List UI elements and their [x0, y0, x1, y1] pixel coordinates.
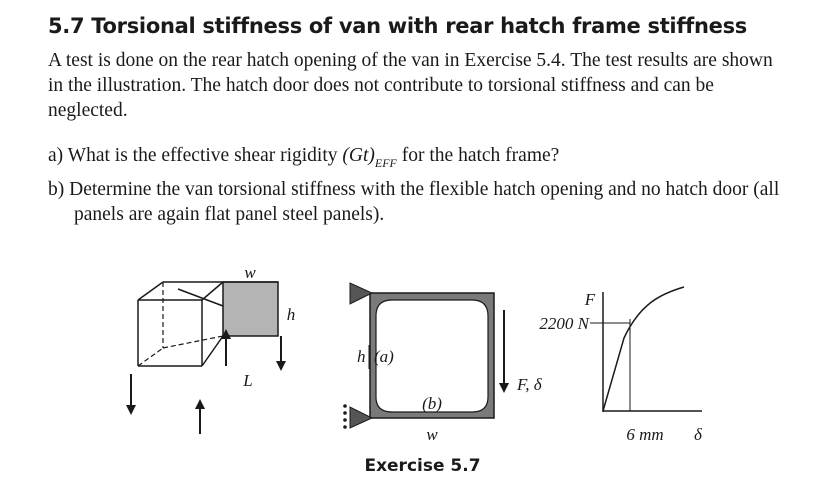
- graph-label-displacement-value: 6 mm: [626, 425, 664, 444]
- graph-curve: [603, 287, 684, 411]
- question-b: b) Determine the van torsional stiffness with the flexible hatch opening and no hatch door (all panels are again flat panel steel panels).: [48, 179, 780, 225]
- graph-label-delta: δ: [694, 425, 702, 444]
- question-a-subscript: EFF: [374, 156, 397, 170]
- graph-label-load: F, δ: [517, 375, 542, 394]
- roller-support: [343, 404, 347, 429]
- label-h: h: [286, 305, 296, 324]
- support-triangle-bottom: [350, 407, 372, 428]
- label-w: w: [244, 263, 256, 282]
- hatch-frame-diagram: [343, 283, 504, 444]
- label-L: L: [243, 371, 253, 390]
- frame-label-h: h: [357, 347, 366, 366]
- support-triangle-top: [350, 283, 372, 304]
- force-displacement-graph: [516, 287, 703, 444]
- question-a-symbol: (Gt): [342, 145, 375, 166]
- graph-label-F: F: [584, 290, 596, 309]
- question-a-suffix: for the hatch frame?: [396, 145, 560, 166]
- graph-label-force-value: 2200 N: [539, 314, 589, 333]
- frame-label-w: w: [426, 425, 438, 444]
- rear-panel: [223, 282, 278, 336]
- intro-paragraph: A test is done on the rear hatch opening of the van in Exercise 5.4. The test results are shown in the illustration. The hatch door does not contribute to torsional stiffness and can be neglected.: [48, 50, 773, 121]
- frame-label-a: (a): [374, 347, 394, 366]
- figure-caption: Exercise 5.7: [364, 456, 481, 476]
- frame-label-b: (b): [422, 394, 442, 413]
- question-a-prefix: a) What is the effective shear rigidity: [48, 145, 343, 166]
- section-title: 5.7 Torsional stiffness of van with rear hatch frame stiffness: [48, 14, 747, 38]
- van-box-diagram: [131, 263, 295, 434]
